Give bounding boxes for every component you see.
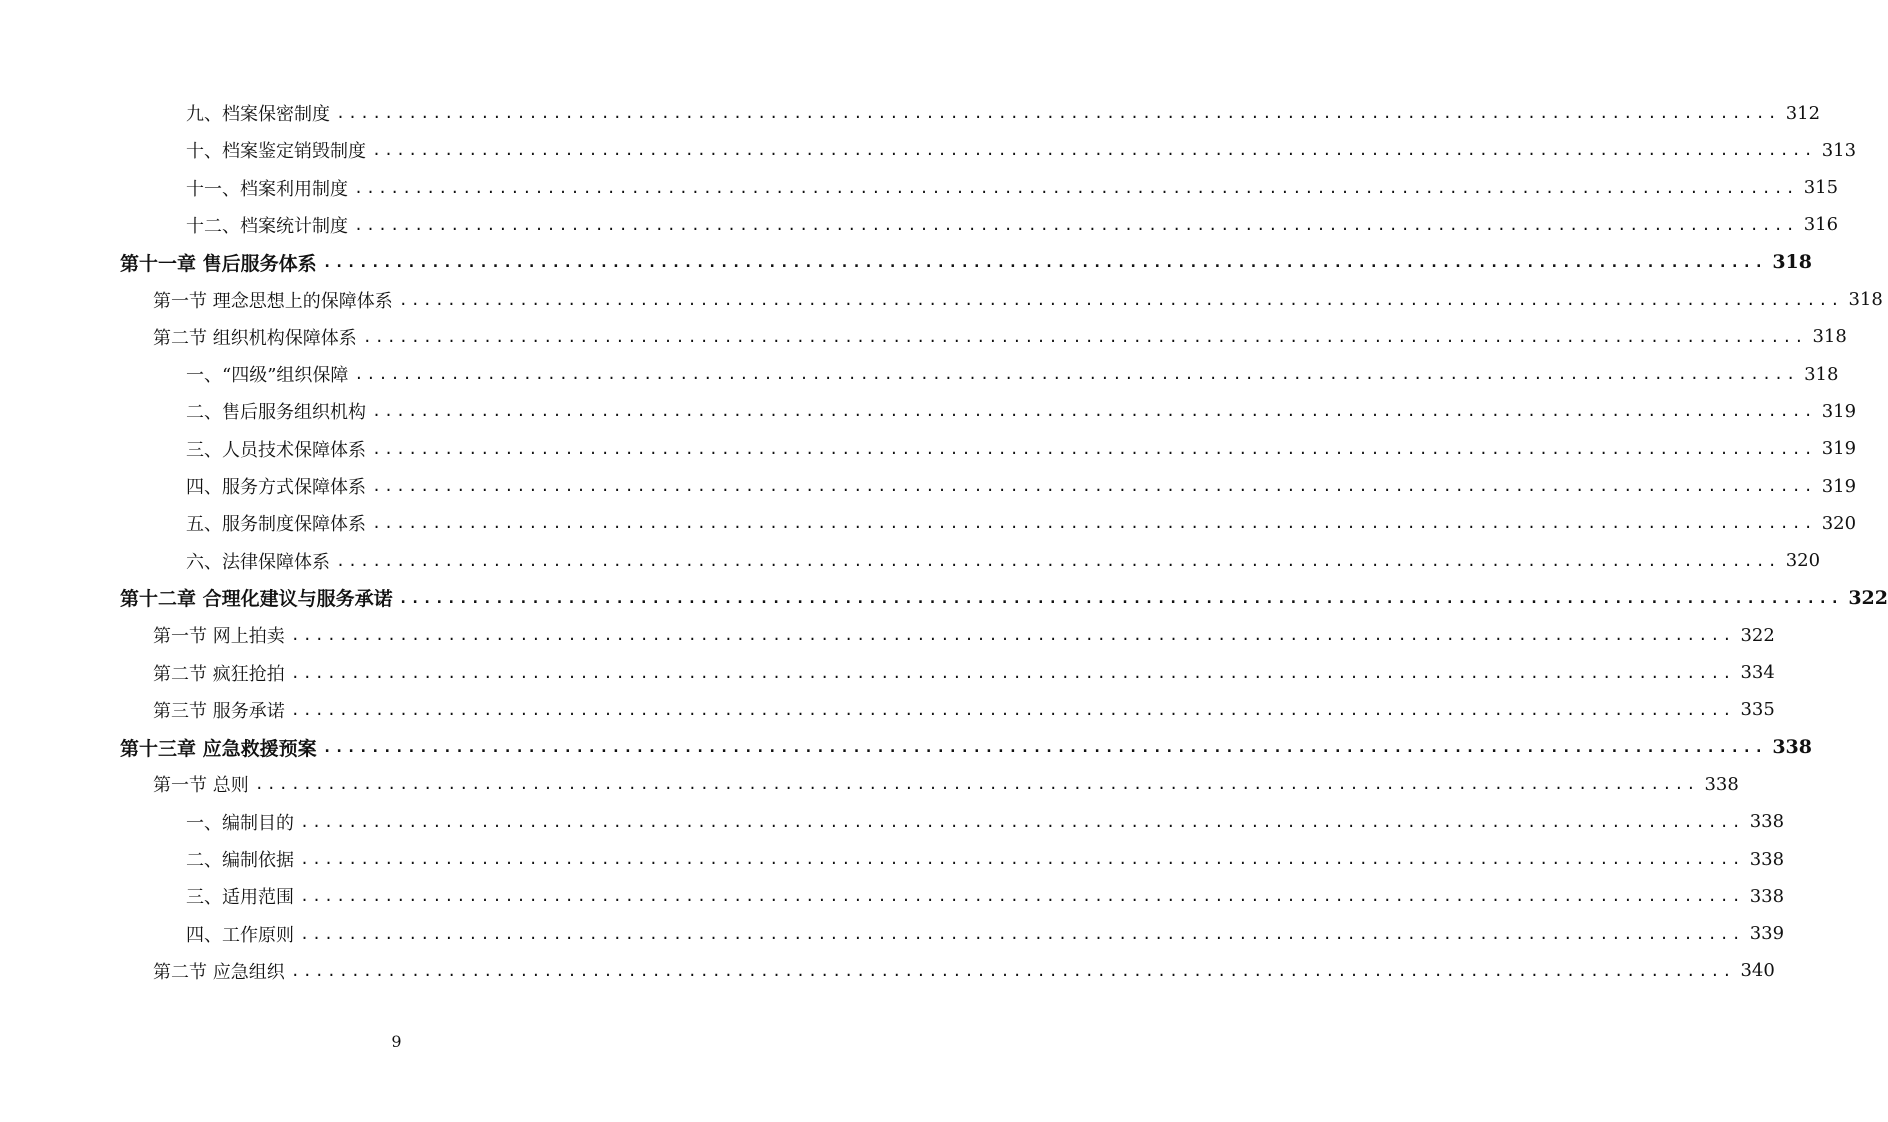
toc-dot-leader: ........................................................................................................................: [398, 588, 1843, 607]
toc-dot-leader: ........................................................................................................................: [290, 961, 1735, 980]
toc-dot-leader: ........................................................................................................................: [372, 141, 1816, 160]
toc-entry-page: 318: [1772, 251, 1812, 274]
toc-entry[interactable]: [186, 361, 1839, 387]
toc-entry-page: 318: [1848, 289, 1883, 310]
toc-entry[interactable]: [153, 958, 1775, 984]
toc-entry-title: 第一节 网上拍卖: [153, 626, 285, 648]
toc-entry-title: 十、档案鉴定销毁制度: [186, 141, 366, 163]
toc-entry[interactable]: [120, 249, 1812, 275]
toc-entry-page: 335: [1740, 699, 1775, 721]
toc-dot-leader: ........................................................................................................................: [300, 850, 1744, 868]
toc-entry[interactable]: [120, 734, 1812, 760]
toc-entry-title: 第十一章 售后服务体系: [120, 252, 317, 275]
toc-entry-title: 二、编制依据: [186, 850, 294, 871]
toc-dot-leader: ........................................................................................................................: [290, 700, 1735, 719]
toc-entry-page: 312: [1785, 102, 1821, 124]
toc-entry-page: 320: [1821, 512, 1857, 534]
toc-entry-title: 十一、档案利用制度: [186, 178, 348, 200]
toc-entry-page: 318: [1812, 326, 1847, 348]
toc-dot-leader: ........................................................................................................................: [398, 290, 1843, 309]
toc-entry-page: 340: [1740, 960, 1775, 982]
toc-entry-page: 338: [1749, 811, 1785, 833]
toc-dot-leader: ........................................................................................................................: [254, 775, 1699, 794]
toc-entry-title: 第十三章 应急救援预案: [120, 737, 317, 760]
toc-entry-title: 第二节 疯狂抢拍: [153, 663, 285, 685]
toc-dot-leader: ........................................................................................................................: [336, 551, 1780, 570]
toc-entry[interactable]: [153, 660, 1775, 686]
toc-entry-title: 三、人员技术保障体系: [186, 439, 366, 461]
toc-entry-title: 一、“四级”组织保障: [186, 365, 349, 387]
toc-entry[interactable]: [186, 137, 1857, 163]
toc-entry-page: 322: [1848, 586, 1888, 609]
toc-entry-page: 318: [1804, 363, 1839, 385]
toc-entry[interactable]: [186, 175, 1839, 201]
toc-entry-title: 四、服务方式保障体系: [186, 477, 366, 498]
toc-dot-leader: ........................................................................................................................: [354, 178, 1798, 197]
toc-entry-title: 一、编制目的: [186, 812, 294, 834]
toc-entry-page: 322: [1740, 624, 1775, 646]
toc-entry-page: 320: [1785, 550, 1821, 572]
toc-entry[interactable]: [120, 585, 1888, 611]
toc-dot-leader: ........................................................................................................................: [300, 812, 1744, 831]
toc-entry-title: 三、适用范围: [186, 887, 294, 909]
toc-entry-page: 319: [1821, 438, 1857, 460]
toc-dot-leader: ........................................................................................................................: [372, 402, 1816, 421]
toc-dot-leader: ........................................................................................................................: [290, 626, 1735, 645]
toc-entry-page: 315: [1803, 177, 1839, 199]
toc-entry-page: 338: [1704, 773, 1739, 795]
toc-entry-title: 第二节 组织机构保障体系: [153, 327, 357, 349]
toc-dot-leader: ........................................................................................................................: [354, 215, 1798, 234]
toc-dot-leader: ........................................................................................................................: [362, 327, 1807, 346]
toc-entry[interactable]: [186, 883, 1785, 909]
toc-entry[interactable]: [186, 548, 1821, 574]
toc-dot-leader: ........................................................................................................................: [354, 365, 1799, 384]
toc-dot-leader: ........................................................................................................................: [372, 439, 1816, 458]
toc-entry-title: 二、售后服务组织机构: [186, 402, 366, 424]
toc-entry-page: 319: [1821, 475, 1857, 497]
toc-entry-title: 九、档案保密制度: [186, 104, 330, 125]
toc-entry[interactable]: [186, 398, 1857, 424]
toc-entry-title: 第十二章 合理化建议与服务承诺: [120, 588, 393, 611]
toc-dot-leader: ........................................................................................................................: [290, 663, 1735, 682]
toc-entry[interactable]: [186, 436, 1857, 462]
toc-entry-title: 四、工作原则: [186, 924, 294, 946]
toc-dot-leader: ........................................................................................................................: [300, 887, 1744, 906]
toc-entry[interactable]: [186, 846, 1785, 872]
toc-entry-page: 338: [1749, 885, 1785, 907]
toc-entry-page: 338: [1772, 736, 1812, 759]
toc-entry-title: 六、法律保障体系: [186, 551, 330, 573]
toc-dot-leader: ........................................................................................................................: [322, 253, 1767, 272]
toc-entry[interactable]: [186, 510, 1857, 536]
toc-entry-title: 第一节 总则: [153, 775, 249, 797]
toc-entry-page: 319: [1821, 400, 1857, 422]
toc-entry-page: 339: [1749, 923, 1785, 945]
toc-entry-page: 313: [1821, 139, 1857, 161]
toc-entry-page: 334: [1740, 662, 1775, 683]
toc-dot-leader: ........................................................................................................................: [300, 924, 1744, 943]
toc-entry[interactable]: [186, 473, 1857, 499]
toc-entry[interactable]: [153, 324, 1847, 350]
toc-entry-page: 338: [1749, 848, 1785, 870]
toc-dot-leader: ........................................................................................................................: [372, 477, 1816, 495]
toc-entry-title: 第二节 应急组织: [153, 961, 285, 983]
toc-entry[interactable]: [186, 809, 1785, 835]
toc-dot-leader: ........................................................................................................................: [322, 738, 1767, 757]
toc-entry[interactable]: [153, 622, 1775, 648]
toc-entry[interactable]: [153, 287, 1883, 313]
toc-entry[interactable]: [153, 697, 1775, 723]
toc-entry[interactable]: [186, 100, 1821, 126]
toc-entry[interactable]: [153, 771, 1739, 797]
toc-dot-leader: ........................................................................................................................: [372, 514, 1816, 533]
toc-entry[interactable]: [186, 212, 1839, 238]
toc-dot-leader: ........................................................................................................................: [336, 104, 1780, 122]
toc-entry[interactable]: [186, 921, 1785, 947]
footer-page-number: 9: [391, 1032, 402, 1051]
toc-entry-title: 第一节 理念思想上的保障体系: [153, 290, 393, 312]
toc-entry-title: 五、服务制度保障体系: [186, 514, 366, 536]
toc-entry-page: 316: [1803, 214, 1839, 236]
toc-entry-title: 第三节 服务承诺: [153, 700, 285, 722]
toc-entry-title: 十二、档案统计制度: [186, 215, 348, 237]
